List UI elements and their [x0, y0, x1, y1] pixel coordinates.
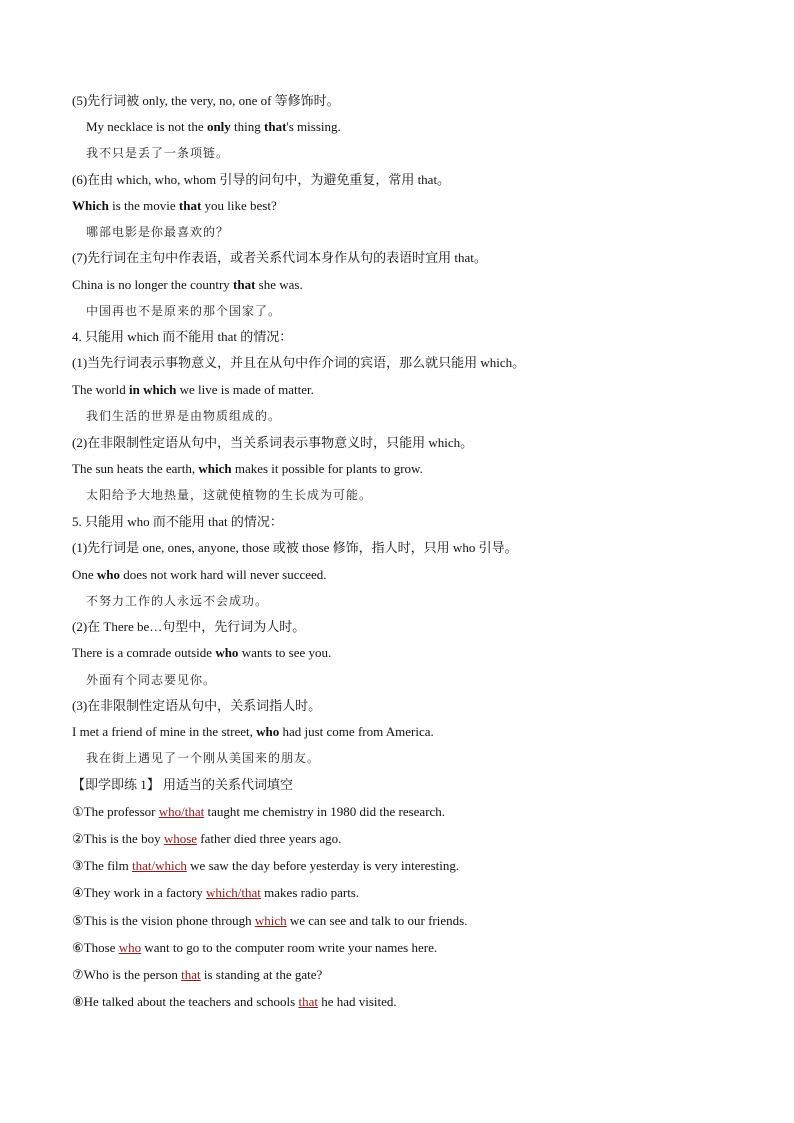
- text-segment: we can see and talk to our friends.: [286, 913, 468, 928]
- answer-blank: that: [181, 967, 201, 982]
- example-line: [72, 966, 322, 984]
- text-segment: (7)先行词在主句中作表语，或者关系代词本身作从句的表语时宜用 that。: [72, 250, 487, 265]
- text-segment: we live is made of matter.: [176, 382, 314, 397]
- text-segment: (1)先行词是 one, ones, anyone, those 或被 those 修饰，指人时，只用 who 引导。: [72, 540, 518, 555]
- example-line: [72, 830, 341, 848]
- text-segment: had just come from America.: [279, 724, 434, 739]
- bold-keyword: that: [233, 277, 256, 292]
- text-segment: The sun heats the earth,: [72, 461, 199, 476]
- text-segment: 我在街上遇见了一个刚从美国来的朋友。: [86, 751, 321, 765]
- text-segment: taught me chemistry in 1980 did the research.: [204, 804, 446, 819]
- rule-line: [72, 249, 487, 267]
- rule-line: [72, 697, 321, 715]
- bold-keyword: who: [215, 645, 239, 660]
- example-line: [72, 381, 314, 399]
- text-segment: does not work hard will never succeed.: [120, 567, 327, 582]
- text-segment: ③The film: [72, 858, 133, 873]
- text-segment: is the movie: [108, 198, 179, 213]
- text-segment: (3)在非限制性定语从句中，关系词指人时。: [72, 698, 322, 713]
- text-segment: (5)先行词被 only, the very, no, one of 等修饰时。: [72, 93, 340, 108]
- text-segment: ⑥Those: [72, 940, 119, 955]
- text-segment: father died three years ago.: [197, 831, 342, 846]
- text-segment: 中国再也不是原来的那个国家了。: [86, 304, 282, 318]
- bold-keyword: that: [178, 198, 202, 213]
- text-segment: he had visited.: [317, 994, 397, 1009]
- text-segment: we saw the day before yesterday is very interesting.: [186, 858, 460, 873]
- text-segment: ④They work in a factory: [72, 885, 207, 900]
- text-segment: ⑦Who is the person: [72, 967, 182, 982]
- text-segment: she was.: [255, 277, 303, 292]
- text-segment: (2)在非限制性定语从句中，当关系词表示事物意义时，只能用 which。: [72, 435, 474, 450]
- rule-line: [72, 776, 293, 794]
- text-segment: 【即学即练 1】 用适当的关系代词填空: [72, 777, 294, 792]
- bold-keyword: only: [206, 119, 231, 134]
- example-line: [72, 644, 331, 662]
- text-segment: China is no longer the country: [72, 277, 234, 292]
- text-segment: ⑤This is the vision phone through: [72, 913, 255, 928]
- bold-keyword: that: [264, 119, 287, 134]
- text-segment: (1)当先行词表示事物意义，并且在从句中作介词的宾语，那么就只能用 which。: [72, 355, 526, 370]
- text-segment: The world: [72, 382, 130, 397]
- bold-keyword: Which: [72, 198, 109, 213]
- bold-keyword: who: [256, 724, 280, 739]
- rule-line: [72, 618, 305, 636]
- translation-line: [86, 302, 281, 320]
- example-line: [72, 566, 327, 584]
- text-segment: 哪部电影是你最喜欢的？: [86, 225, 230, 239]
- rule-line: [72, 328, 292, 346]
- answer-blank: that: [298, 994, 318, 1009]
- text-segment: 5. 只能用 who 而不能用 that 的情况：: [72, 514, 283, 529]
- text-segment: I met a friend of mine in the street,: [72, 724, 257, 739]
- bold-keyword: in which: [129, 382, 177, 397]
- translation-line: [86, 144, 229, 162]
- text-segment: makes it possible for plants to grow.: [231, 461, 423, 476]
- example-line: [72, 993, 397, 1011]
- text-segment: (6)在由 which, who, whom 引导的问句中，为避免重复，常用 that。: [72, 172, 451, 187]
- example-line: [72, 197, 277, 215]
- text-segment: 4. 只能用 which 而不能用 that 的情况：: [72, 329, 293, 344]
- example-line: [72, 912, 467, 930]
- translation-line: [86, 749, 320, 767]
- text-segment: There is a comrade outside: [72, 645, 216, 660]
- text-segment: 我不只是丢了一条项链。: [86, 146, 230, 160]
- translation-line: [86, 407, 281, 425]
- text-segment: wants to see you.: [238, 645, 332, 660]
- translation-line: [86, 671, 216, 689]
- example-line: [72, 857, 459, 875]
- answer-blank: which: [254, 913, 287, 928]
- text-segment: 不努力工作的人永远不会成功。: [86, 594, 269, 608]
- bold-keyword: who: [96, 567, 121, 582]
- text-segment: 太阳给予大地热量，这就使植物的生长成为可能。: [86, 488, 373, 502]
- rule-line: [72, 171, 450, 189]
- example-line: [72, 884, 359, 902]
- answer-blank: that/which: [132, 858, 187, 873]
- rule-line: [72, 92, 340, 110]
- rule-line: [72, 434, 473, 452]
- example-line: [72, 723, 434, 741]
- text-segment: ⑧He talked about the teachers and schools: [72, 994, 299, 1009]
- example-line: [72, 803, 445, 821]
- text-segment: (2)在 There be…句型中，先行词为人时。: [72, 619, 306, 634]
- example-line: [72, 939, 437, 957]
- text-segment: thing: [230, 119, 265, 134]
- answer-blank: which/that: [206, 885, 261, 900]
- answer-blank: whose: [163, 831, 198, 846]
- text-segment: 我们生活的世界是由物质组成的。: [86, 409, 282, 423]
- text-segment: One: [72, 567, 97, 582]
- text-segment: ①The professor: [72, 804, 159, 819]
- text-segment: ②This is the boy: [72, 831, 164, 846]
- text-segment: 外面有个同志要见你。: [86, 673, 217, 687]
- example-line: [86, 118, 341, 136]
- answer-blank: who/that: [158, 804, 205, 819]
- translation-line: [86, 592, 268, 610]
- answer-blank: who: [118, 940, 142, 955]
- example-line: [72, 460, 423, 478]
- rule-line: [72, 513, 283, 531]
- example-line: [72, 276, 303, 294]
- text-segment: want to go to the computer room write your names here.: [141, 940, 438, 955]
- text-segment: you like best?: [201, 198, 277, 213]
- translation-line: [86, 486, 372, 504]
- text-segment: My necklace is not the: [86, 119, 207, 134]
- text-segment: 's missing.: [286, 119, 341, 134]
- rule-line: [72, 539, 518, 557]
- text-segment: makes radio parts.: [260, 885, 360, 900]
- translation-line: [86, 223, 229, 241]
- bold-keyword: which: [198, 461, 232, 476]
- text-segment: is standing at the gate?: [200, 967, 323, 982]
- rule-line: [72, 354, 525, 372]
